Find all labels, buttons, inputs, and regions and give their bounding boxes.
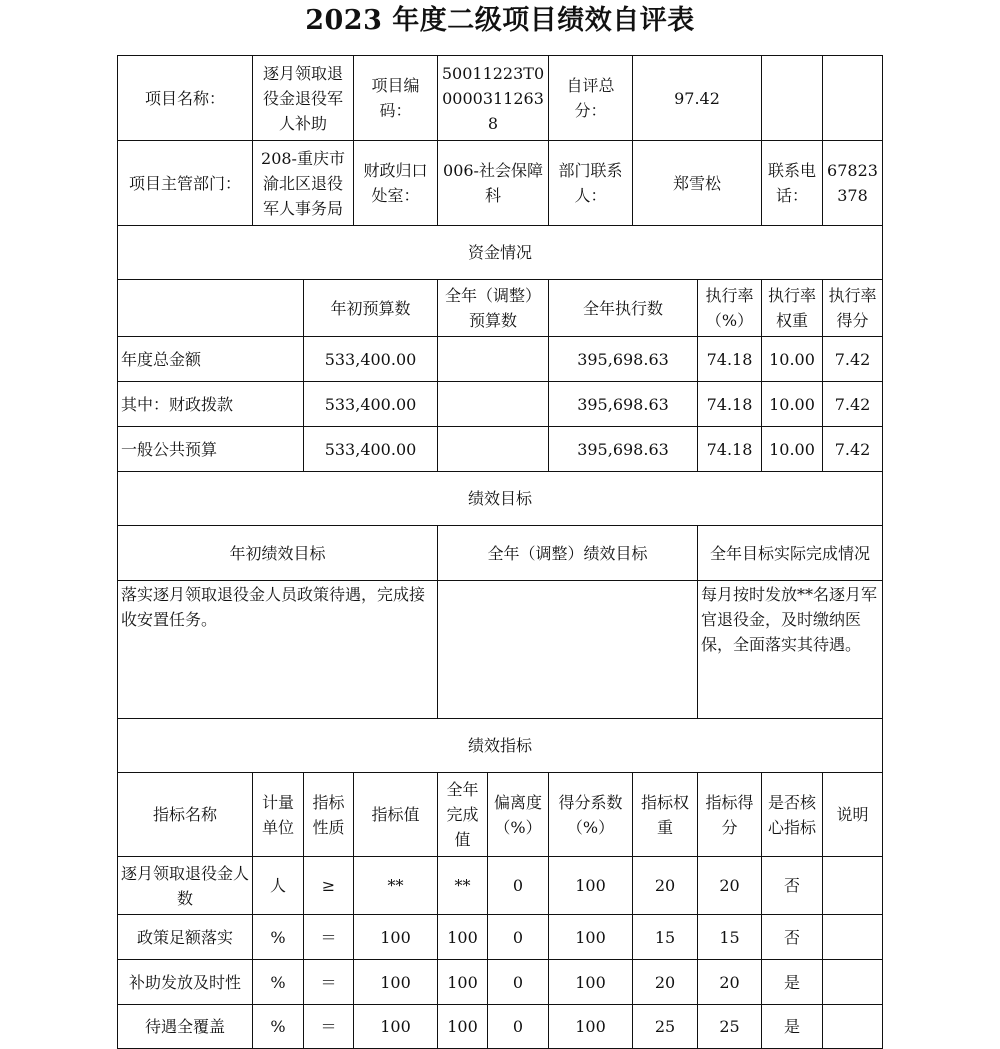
indicator-note [822,1004,883,1049]
funds-row-initial-budget: 533,400.00 [303,426,438,472]
indicator-header-nature: 指标性质 [303,772,354,857]
funds-header-initial-budget: 年初预算数 [303,279,438,337]
project-code-value: 50011223T000003112638 [437,55,549,141]
indicator-unit: % [252,1004,304,1049]
indicators-section-title: 绩效指标 [117,718,883,773]
funds-row-initial-budget: 533,400.00 [303,381,438,427]
goals-section-title: 绩效目标 [117,471,883,526]
indicator-note [822,856,883,915]
indicator-nature: ＝ [303,959,354,1005]
indicator-coefficient: 100 [548,959,633,1005]
funds-row-exec-rate: 74.18 [697,336,762,382]
finance-office-label: 财政归口处室： [353,140,438,226]
indicator-header-score: 指标得分 [697,772,762,857]
funds-section-title: 资金情况 [117,225,883,280]
funds-header-rate-score: 执行率得分 [822,279,883,337]
indicator-deviation: 0 [487,914,549,960]
funds-header-blank [117,279,304,337]
indicator-core: 否 [761,856,823,915]
funds-row-executed: 395,698.63 [548,381,698,427]
funds-row-rate-score: 7.42 [822,426,883,472]
indicator-weight: 25 [632,1004,698,1049]
indicator-nature: ＝ [303,914,354,960]
indicator-header-name: 指标名称 [117,772,253,857]
indicator-name: 政策足额落实 [117,914,253,960]
indicator-header-target: 指标值 [353,772,438,857]
funds-header-adjusted-budget: 全年（调整）预算数 [437,279,549,337]
indicator-core: 否 [761,914,823,960]
project-name-value: 逐月领取退役金退役军人补助 [252,55,354,141]
indicator-coefficient: 100 [548,856,633,915]
funds-row-rate-score: 7.42 [822,336,883,382]
indicator-header-note: 说明 [822,772,883,857]
indicator-header-weight: 指标权重 [632,772,698,857]
indicator-actual: 100 [437,914,488,960]
indicator-core: 是 [761,959,823,1005]
goals-header-actual: 全年目标实际完成情况 [697,525,883,581]
project-name-label: 项目名称： [117,55,253,141]
indicator-header-core: 是否核心指标 [761,772,823,857]
indicator-actual: 100 [437,959,488,1005]
finance-office-value: 006-社会保障科 [437,140,549,226]
contact-person-label: 部门联系人： [548,140,633,226]
indicator-weight: 20 [632,959,698,1005]
empty-cell [822,55,883,141]
funds-row-adjusted-budget [437,426,549,472]
goals-header-initial: 年初绩效目标 [117,525,438,581]
indicator-name: 待遇全覆盖 [117,1004,253,1049]
funds-row-initial-budget: 533,400.00 [303,336,438,382]
goals-actual-text: 每月按时发放**名逐月军官退役金，及时缴纳医保，全面落实其待遇。 [697,580,883,719]
funds-header-executed: 全年执行数 [548,279,698,337]
funds-row-adjusted-budget [437,336,549,382]
indicator-score: 20 [697,856,762,915]
indicator-header-deviation: 偏离度（%） [487,772,549,857]
indicator-header-coefficient: 得分系数（%） [548,772,633,857]
indicator-unit: % [252,914,304,960]
indicator-header-actual: 全年完成值 [437,772,488,857]
indicator-deviation: 0 [487,856,549,915]
indicator-actual: 100 [437,1004,488,1049]
funds-row-adjusted-budget [437,381,549,427]
dept-label: 项目主管部门： [117,140,253,226]
indicator-deviation: 0 [487,1004,549,1049]
funds-row-label: 一般公共预算 [117,426,304,472]
funds-header-rate-weight: 执行率权重 [761,279,823,337]
dept-value: 208-重庆市渝北区退役军人事务局 [252,140,354,226]
funds-row-rate-weight: 10.00 [761,381,823,427]
funds-row-label: 年度总金额 [117,336,304,382]
funds-row-exec-rate: 74.18 [697,426,762,472]
indicator-unit: % [252,959,304,1005]
funds-row-rate-score: 7.42 [822,381,883,427]
funds-row-exec-rate: 74.18 [697,381,762,427]
phone-value: 67823378 [822,140,883,226]
project-code-label: 项目编码： [353,55,438,141]
indicator-name: 逐月领取退役金人数 [117,856,253,915]
goals-adjusted-text [437,580,698,719]
indicator-target: ** [353,856,438,915]
indicator-score: 15 [697,914,762,960]
indicator-core: 是 [761,1004,823,1049]
funds-header-exec-rate: 执行率（%） [697,279,762,337]
funds-row-rate-weight: 10.00 [761,426,823,472]
self-score-value: 97.42 [632,55,762,141]
indicator-unit: 人 [252,856,304,915]
indicator-deviation: 0 [487,959,549,1005]
empty-cell [761,55,823,141]
indicator-coefficient: 100 [548,914,633,960]
indicator-coefficient: 100 [548,1004,633,1049]
funds-row-label: 其中：财政拨款 [117,381,304,427]
self-score-label: 自评总分： [548,55,633,141]
goals-initial-text: 落实逐月领取退役金人员政策待遇，完成接收安置任务。 [117,580,438,719]
indicator-header-unit: 计量单位 [252,772,304,857]
indicator-target: 100 [353,959,438,1005]
indicator-nature: ≥ [303,856,354,915]
indicator-score: 20 [697,959,762,1005]
indicator-weight: 15 [632,914,698,960]
contact-person-value: 郑雪松 [632,140,762,226]
indicator-note [822,914,883,960]
funds-row-rate-weight: 10.00 [761,336,823,382]
page-title: 2023 年度二级项目绩效自评表 [305,5,695,36]
indicator-score: 25 [697,1004,762,1049]
indicator-target: 100 [353,914,438,960]
indicator-target: 100 [353,1004,438,1049]
indicator-name: 补助发放及时性 [117,959,253,1005]
funds-row-executed: 395,698.63 [548,336,698,382]
indicator-note [822,959,883,1005]
funds-row-executed: 395,698.63 [548,426,698,472]
indicator-actual: ** [437,856,488,915]
phone-label: 联系电话： [761,140,823,226]
indicator-weight: 20 [632,856,698,915]
indicator-nature: ＝ [303,1004,354,1049]
goals-header-adjusted: 全年（调整）绩效目标 [437,525,698,581]
